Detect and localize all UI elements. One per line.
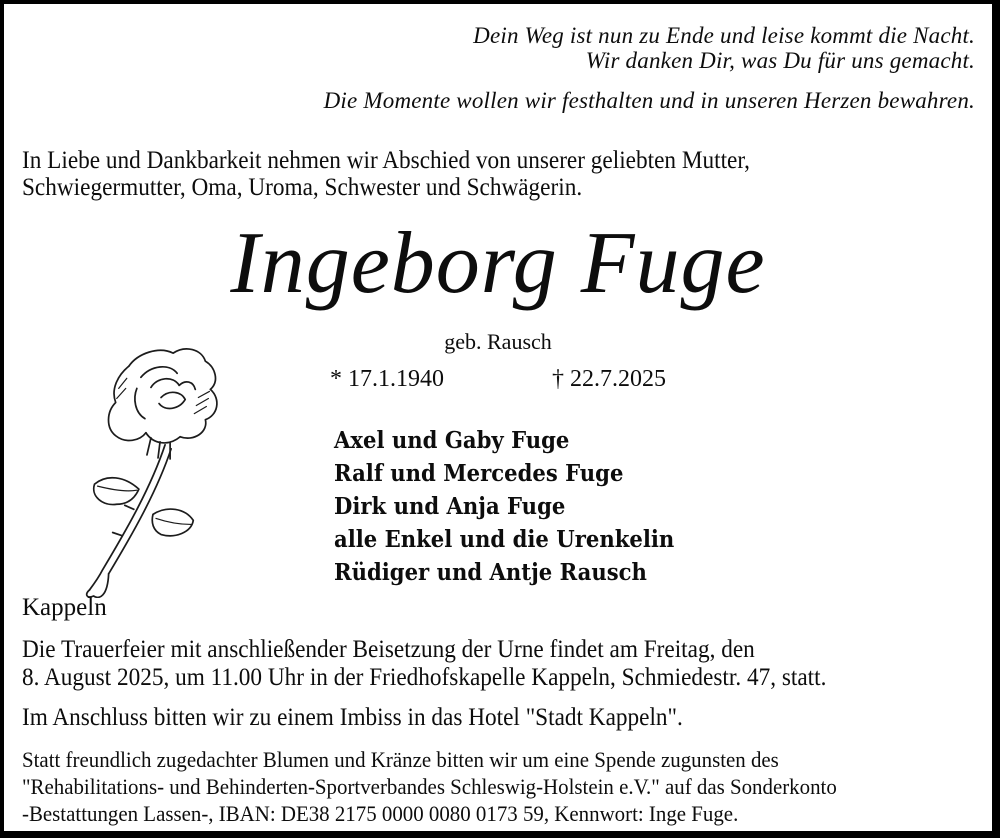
mourner-line: alle Enkel und die Urenkelin <box>334 526 675 553</box>
epigraph-line: Dein Weg ist nun zu Ende und leise kommt die Nacht. <box>473 23 975 48</box>
intro-line: In Liebe und Dankbarkeit nehmen wir Abschied von unserer geliebten Mutter, <box>22 147 751 174</box>
funeral-details-paragraph <box>22 636 826 692</box>
introduction-paragraph <box>22 147 750 201</box>
mourner-line: Rüdiger und Antje Rausch <box>334 559 647 586</box>
reception-paragraph: Im Anschluss bitten wir zu einem Imbiss in das Hotel "Stadt Kappeln". <box>22 704 683 731</box>
mourners-list <box>334 424 674 589</box>
intro-line: Schwiegermutter, Oma, Uroma, Schwester und Schwägerin. <box>22 174 583 201</box>
epigraph-line: Wir danken Dir, was Du für uns gemacht. <box>585 48 975 73</box>
epigraph-line: Die Momente wollen wir festhalten und in unseren Herzen bewahren. <box>323 88 975 113</box>
death-date: † 22.7.2025 <box>552 366 666 392</box>
mourner-line: Axel und Gaby Fuge <box>334 427 570 454</box>
mourner-line: Ralf und Mercedes Fuge <box>334 460 624 487</box>
rose-icon <box>77 336 235 598</box>
epigraph-verse <box>324 23 975 113</box>
funeral-line: Die Trauerfeier mit anschließender Beisetzung der Urne findet am Freitag, den <box>22 636 755 663</box>
place-name: Kappeln <box>22 594 107 621</box>
birth-date: * 17.1.1940 <box>330 366 444 392</box>
mourner-line: Dirk und Anja Fuge <box>334 493 566 520</box>
donation-line: Statt freundlich zugedachter Blumen und Kränze bitten wir um eine Spende zugunsten des <box>22 747 779 772</box>
maiden-name: geb. Rausch <box>444 329 552 354</box>
donation-line: -Bestattungen Lassen-, IBAN: DE38 2175 0000 0080 0173 59, Kennwort: Inge Fuge. <box>22 801 739 826</box>
donation-line: "Rehabilitations- und Behinderten-Sportverbandes Schleswig-Holstein e.V." auf das Sonderkonto <box>22 774 837 799</box>
funeral-line: 8. August 2025, um 11.00 Uhr in der Friedhofskapelle Kappeln, Schmiedestr. 47, statt. <box>22 664 827 691</box>
donation-paragraph <box>22 746 837 827</box>
deceased-name: Ingeborg Fuge <box>230 215 766 312</box>
